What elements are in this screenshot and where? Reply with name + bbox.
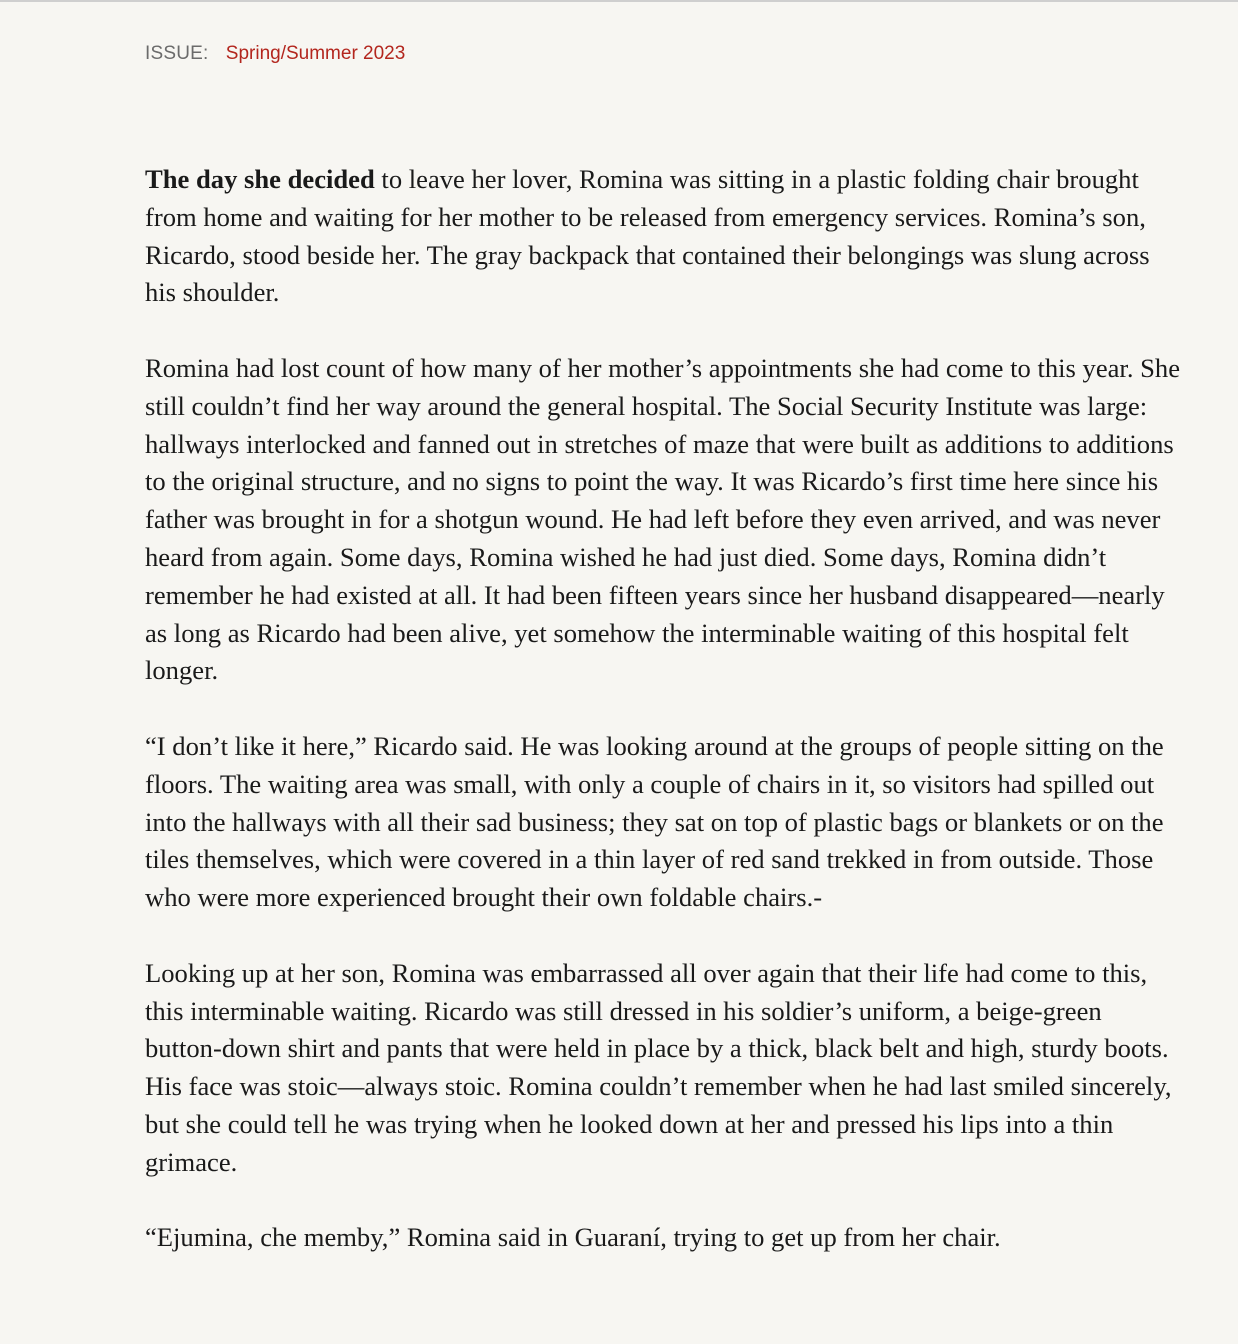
article-paragraph: “I don’t like it here,” Ricardo said. He was looking around at the groups of people sitting on the floors. The waiting area was small, with only a couple of chairs in it, so visitors had spilled out into the hallways with all their sad business; they sat on top of plastic bags or blankets or on the tiles themselves, which were covered in a thin layer of red sand trekked in from outside. Those who were more experienced brought their own foldable chairs.- <box>145 730 1164 913</box>
issue-link[interactable]: Spring/Summer 2023 <box>225 43 406 64</box>
lead-in: The day she decided <box>145 164 375 194</box>
article-paragraph: Looking up at her son, Romina was embarrassed all over again that their life had come to this, this interminable waiting. Ricardo was still dressed in his soldier’s uniform, a beige-green button-down shirt and pants that were held in place by a thick, black belt and high, sturdy boots. His face was stoic—always stoic. Romina couldn’t remember when he had last smiled sincerely, but she could tell he was trying when he looked down at her and pressed his lips into a thin grimace. <box>145 957 1172 1177</box>
article-body <box>145 161 1185 1295</box>
paragraph-text: to leave her lover, Romina was sitting in a plastic folding chair brought from home and waiting for her mother to be released from emergency services. Romina’s son, Ricardo, stood beside her. The gray backpack that contained their belongings was slung across his shoulder. <box>145 164 1150 308</box>
issue-line <box>145 42 405 66</box>
article-paragraph <box>145 161 1185 312</box>
issue-label: ISSUE: <box>145 43 209 64</box>
article-paragraph: Romina had lost count of how many of her mother’s appointments she had come to this year. She still couldn’t find her way around the general hospital. The Social Security Institute was large: hallways interlocked and fanned out in stretches of maze that were built as additions to additions to the original structure, and no signs to point the way. It was Ricardo’s first time here since his father was brought in for a shotgun wound. He had left before they even arrived, and was never heard from again. Some days, Romina wished he had just died. Some days, Romina didn’t remember he had existed at all. It had been fifteen years since her husband disappeared—nearly as long as Ricardo had been alive, yet somehow the interminable waiting of this hospital felt longer. <box>145 352 1181 686</box>
article-paragraph: “Ejumina, che memby,” Romina said in Guaraní, trying to get up from her chair. <box>145 1222 1001 1253</box>
